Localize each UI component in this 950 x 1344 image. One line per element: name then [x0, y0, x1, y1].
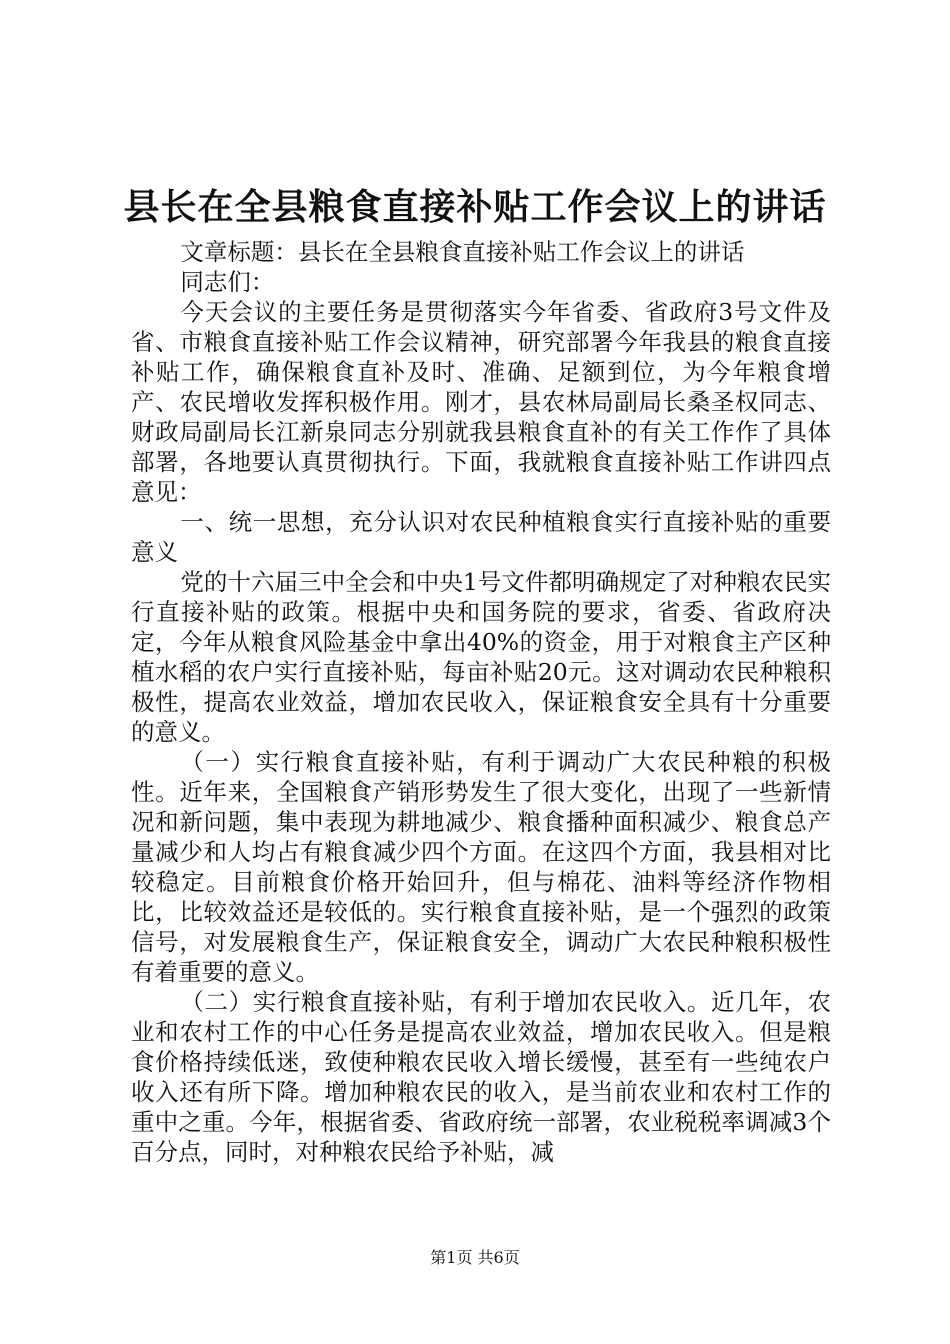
- section-heading-1: 一、统一思想，充分认识对农民种植粮食实行直接补贴的重要意义: [131, 508, 831, 566]
- article-title-line: 文章标题：县长在全县粮食直接补贴工作会议上的讲话: [180, 238, 745, 266]
- document-body: [131, 237, 831, 1167]
- paragraph-point-1: （一）实行粮食直接补贴，有利于调动广大农民种粮的积极性。近年来，全国粮食产销形势发生了很大变化，出现了一些新情况和新问题，集中表现为耕地减少、粮食播种面积减少、粮食总产量减少和人均占有粮食减少四个方面。在这四个方面，我县相对比较稳定。目前粮食价格开始回升，但与棉花、油料等经济作物相比，比较效益还是较低的。实行粮食直接补贴，是一个强烈的政策信号，对发展粮食生产，保证粮食安全，调动广大农民种粮积极性有着重要的意义。: [131, 748, 831, 986]
- paragraph-point-2: （二）实行粮食直接补贴，有利于增加农民收入。近几年，农业和农村工作的中心任务是提高农业效益，增加农民收入。但是粮食价格持续低迷，致使种粮农民收入增长缓慢，甚至有一些纯农户收入还有所下降。增加种粮农民的收入，是当前农业和农村工作的重中之重。今年，根据省委、省政府统一部署，农业税税率调减3个百分点，同时，对种粮农民给予补贴，减: [131, 988, 831, 1166]
- paragraph-policy: 党的十六届三中全会和中央1号文件都明确规定了对种粮农民实行直接补贴的政策。根据中央和国务院的要求，省委、省政府决定，今年从粮食风险基金中拿出40%的资金，用于对粮食主产区种植水稻的农户实行直接补贴，每亩补贴20元。这对调动农民种粮积极性，提高农业效益，增加农民收入，保证粮食安全具有十分重要的意义。: [131, 568, 831, 746]
- document-title: 县长在全县粮食直接补贴工作会议上的讲话: [123, 186, 827, 228]
- salutation: 同志们：: [180, 268, 275, 296]
- paragraph-intro: 今天会议的主要任务是贯彻落实今年省委、省政府3号文件及省、市粮食直接补贴工作会议精神，研究部署今年我县的粮食直接补贴工作，确保粮食直补及时、准确、足额到位，为今年粮食增产、农民增收发挥积极作用。刚才，县农林局副局长桑圣权同志、财政局副局长江新泉同志分别就我县粮食直补的有关工作作了具体部署，各地要认真贯彻执行。下面，我就粮食直接补贴工作讲四点意见：: [131, 298, 831, 506]
- page-number: 第1页 共6页: [430, 1248, 520, 1267]
